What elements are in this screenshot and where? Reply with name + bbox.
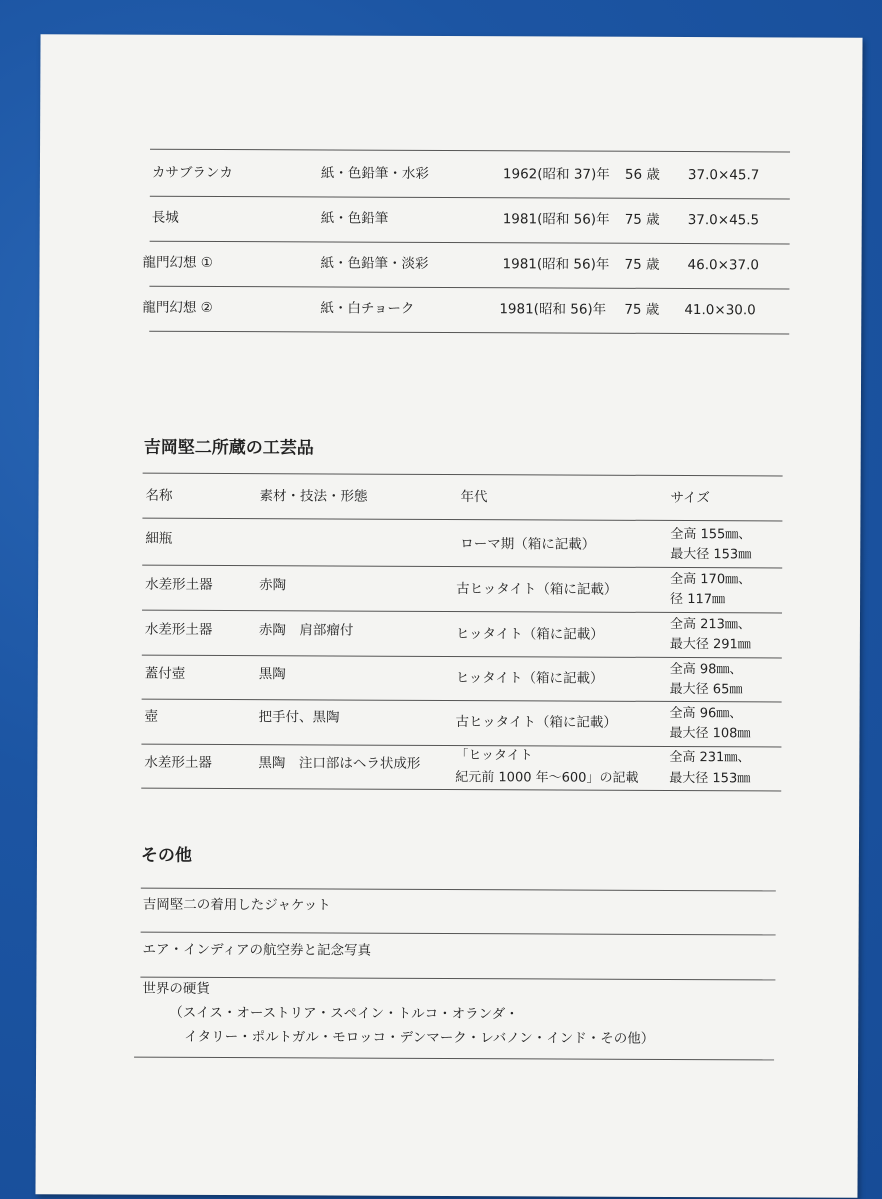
work-title: 龍門幻想 ① [142, 254, 213, 271]
works-row [41, 34, 863, 184]
table-rule [150, 149, 790, 153]
work-medium: 紙・白チョーク [320, 300, 415, 317]
table-rule [150, 241, 790, 245]
other-item-coins: 世界の硬貨 [142, 980, 210, 997]
craft-material: 黒陶 [258, 666, 286, 683]
document-page [35, 34, 862, 1198]
craft-name: 壺 [144, 708, 159, 725]
craft-era: ヒッタイト（箱に記載） [455, 670, 604, 687]
work-title: 龍門幻想 ② [142, 299, 213, 316]
table-rule [149, 286, 789, 290]
craft-size-diameter: 最大径 153㎜ [670, 546, 752, 563]
work-size: 46.0×37.0 [687, 257, 760, 274]
work-size: 41.0×30.0 [684, 302, 756, 319]
craft-material: 赤陶 肩部瘤付 [258, 622, 354, 639]
craft-name: 水差形土器 [144, 621, 213, 638]
craft-era-line2: 紀元前 1000 年～600」の記載 [455, 770, 639, 786]
table-rule [141, 788, 781, 792]
craft-size-diameter: 最大径 108㎜ [669, 725, 751, 742]
table-rule [142, 565, 782, 569]
header-material: 素材・技法・形態 [259, 488, 368, 505]
craft-era: 古ヒッタイト（箱に記載） [456, 581, 618, 598]
table-rule [142, 610, 782, 614]
section-heading-other: その他 [140, 845, 192, 866]
craft-size-height: 全高 231㎜、 [669, 749, 751, 766]
craft-name: 水差形土器 [144, 754, 212, 771]
craft-material: 赤陶 [259, 577, 287, 594]
header-size: サイズ [670, 489, 710, 507]
craft-size-diameter: 最大径 65㎜ [669, 681, 743, 698]
craft-era: ローマ期（箱に記載） [460, 536, 596, 553]
table-rule [142, 518, 782, 522]
list-rule [141, 932, 776, 936]
craft-size-height: 全高 155㎜、 [670, 526, 752, 543]
coins-countries-line2: イタリー・ポルトガル・モロッコ・デンマーク・レバノン・インド・その他） [184, 1028, 655, 1047]
craft-size-height: 全高 96㎜、 [669, 705, 743, 722]
table-rule [150, 196, 790, 200]
craft-name: 細瓶 [145, 530, 173, 547]
work-size: 37.0×45.7 [687, 167, 760, 184]
table-rule [142, 699, 782, 703]
craft-era: 古ヒッタイト（箱に記載） [455, 714, 617, 731]
coins-countries-line1: （スイス・オーストリア・スペイン・トルコ・オランダ・ [169, 1004, 519, 1023]
section-heading-crafts: 吉岡堅二所蔵の工芸品 [143, 437, 314, 459]
craft-material: 把手付、黒陶 [258, 709, 340, 726]
other-item-jacket: 吉岡堅二の着用したジャケット [142, 896, 331, 914]
craft-size-diameter: 径 117㎜ [670, 591, 726, 608]
work-medium: 紙・色鉛筆・淡彩 [320, 255, 429, 272]
craft-size-height: 全高 213㎜、 [669, 616, 751, 633]
work-title: カサブランカ [151, 164, 233, 182]
other-item-air-india: エア・インディアの航空券と記念写真 [142, 941, 371, 959]
craft-name: 水差形土器 [145, 576, 213, 593]
craft-size-diameter: 最大径 153㎜ [669, 770, 751, 787]
work-age: 75 歳 [624, 301, 660, 318]
work-year: 1981(昭和 56)年 [499, 301, 607, 318]
craft-size-diameter: 最大径 291㎜ [669, 636, 751, 653]
table-rule [149, 331, 789, 335]
work-age: 56 歳 [624, 166, 660, 183]
craft-size-height: 全高 170㎜、 [670, 571, 752, 588]
header-name: 名称 [145, 487, 173, 504]
work-age: 75 歳 [624, 256, 660, 273]
work-size: 37.0×45.5 [687, 212, 760, 229]
work-medium: 紙・色鉛筆・水彩 [320, 165, 429, 182]
work-title: 長城 [151, 209, 179, 226]
craft-era: 「ヒッタイト [455, 748, 533, 764]
table-rule [142, 655, 782, 659]
list-rule [141, 888, 776, 892]
craft-name: 蓋付壺 [144, 665, 186, 682]
craft-size-height: 全高 98㎜、 [669, 661, 743, 678]
work-age: 75 歳 [624, 211, 660, 228]
table-rule [143, 473, 783, 477]
work-year: 1981(昭和 56)年 [502, 211, 610, 228]
work-year: 1981(昭和 56)年 [502, 256, 610, 273]
list-rule [140, 977, 775, 981]
work-medium: 紙・色鉛筆 [320, 210, 389, 227]
craft-material: 黒陶 注口部はヘラ状成形 [258, 755, 421, 772]
craft-era: ヒッタイト（箱に記載） [455, 626, 604, 643]
list-rule [134, 1057, 774, 1061]
work-year: 1962(昭和 37)年 [502, 166, 610, 183]
header-era: 年代 [460, 489, 488, 506]
